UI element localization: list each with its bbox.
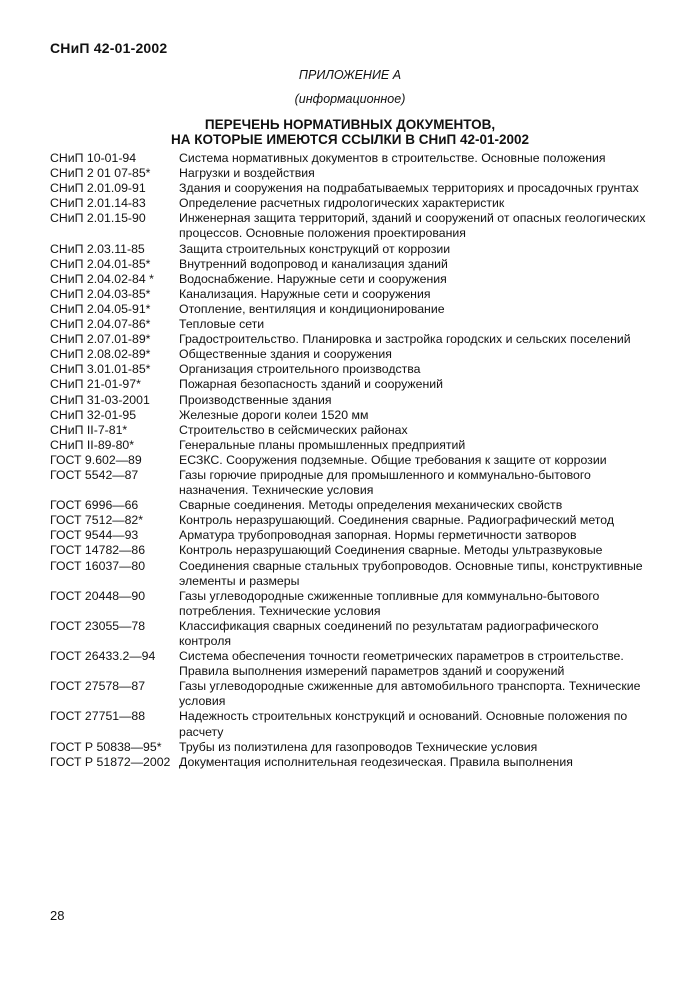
reference-code: СНиП 2.04.02-84 * [50, 271, 154, 286]
reference-row [50, 755, 650, 770]
reference-title: Защита строительных конструкций от коррозии [179, 241, 451, 256]
reference-row [50, 543, 650, 558]
reference-title: Документация исполнительная геодезическая. Правила выполнения [179, 754, 573, 769]
appendix-label: ПРИЛОЖЕНИЕ А [298, 68, 402, 82]
appendix-note: (информационное) [294, 92, 406, 106]
appendix-title [0, 117, 700, 147]
reference-row [50, 498, 650, 513]
reference-code: СНиП II-89-80* [50, 437, 135, 452]
reference-code: СНиП 2.08.02-89* [50, 347, 151, 362]
reference-row [50, 257, 650, 272]
reference-row [50, 242, 650, 257]
reference-title: Контроль неразрушающий. Соединения сварные. Радиографический метод [179, 513, 615, 528]
reference-row [50, 679, 650, 709]
reference-row [50, 393, 650, 408]
reference-row [50, 528, 650, 543]
reference-row [50, 408, 650, 423]
reference-title: Инженерная защита территорий, зданий и сооружений от опасных геологических процессов. Основные положения проектирования [179, 211, 646, 241]
reference-code: ГОСТ 20448—90 [50, 588, 146, 603]
reference-title: Определение расчетных гидрологических характеристик [179, 196, 505, 211]
reference-title: Газы горючие природные для промышленного и коммунально-бытового назначения. Технические условия [179, 467, 591, 498]
reference-code: СНиП 2.03.11-85 [50, 241, 145, 256]
reference-row [50, 362, 650, 377]
reference-code: ГОСТ 9544—93 [50, 528, 139, 543]
reference-code: ГОСТ 26433.2—94 [50, 649, 156, 664]
reference-title: Нагрузки и воздействия [179, 166, 315, 181]
reference-title: Арматура трубопроводная запорная. Нормы герметичности затворов [179, 528, 577, 543]
reference-code: СНиП 21-01-97* [50, 377, 141, 392]
reference-title: Железные дороги колеи 1520 мм [179, 407, 369, 422]
reference-code: ГОСТ 7512—82* [50, 513, 144, 528]
reference-title: Строительство в сейсмических районах [179, 422, 408, 437]
reference-code: ГОСТ 6996—66 [50, 498, 139, 513]
reference-code: СНиП 2.07.01-89* [50, 332, 151, 347]
reference-code: СНиП 2.04.05-91* [50, 301, 151, 316]
reference-code: СНиП 2.01.14-83 [50, 196, 146, 211]
reference-row [50, 272, 650, 287]
reference-title: Контроль неразрушающий Соединения сварные. Методы ультразвуковые [179, 543, 603, 558]
reference-code: ГОСТ 9.602—89 [50, 452, 142, 467]
reference-code: СНиП 3.01.01-85* [50, 362, 151, 377]
reference-code: СНиП 31-03-2001 [50, 392, 150, 407]
reference-row [50, 196, 650, 211]
reference-code: СНиП 2.01.15-90 [50, 211, 146, 226]
reference-title: Система обеспечения точности геометрических параметров в строительстве. Правила выполнения измерений параметров зданий и сооружений [179, 649, 624, 679]
reference-code: ГОСТ 16037—80 [50, 558, 146, 573]
reference-row [50, 211, 650, 241]
reference-row [50, 649, 650, 679]
reference-code: СНиП 2.01.09-91 [50, 181, 146, 196]
reference-row [50, 287, 650, 302]
reference-title: ЕСЗКС. Сооружения подземные. Общие требования к защите от коррозии [179, 452, 607, 467]
reference-title: Пожарная безопасность зданий и сооружений [179, 377, 443, 392]
reference-title: Канализация. Наружные сети и сооружения [179, 286, 431, 301]
document-code-header: СНиП 42-01-2002 [50, 40, 168, 56]
reference-title: Система нормативных документов в строительстве. Основные положения [179, 151, 606, 165]
reference-row [50, 740, 650, 755]
reference-title: Производственные здания [179, 392, 332, 407]
reference-code: ГОСТ Р 51872—2002 [50, 754, 171, 769]
reference-row [50, 377, 650, 392]
reference-title: Надежность строительных конструкций и оснований. Основные положения по расчету [179, 709, 628, 739]
reference-code: СНиП 2.04.01-85* [50, 256, 151, 271]
reference-row [50, 181, 650, 196]
reference-row [50, 513, 650, 528]
reference-code: СНиП 10-01-94 [50, 151, 137, 165]
reference-row [50, 468, 650, 498]
reference-code: ГОСТ 23055—78 [50, 618, 146, 633]
reference-row [50, 619, 650, 649]
reference-title: Газы углеводородные сжиженные топливные для коммунально-бытового потребления. Технические условия [179, 588, 600, 618]
reference-row [50, 453, 650, 468]
reference-title: Организация строительного производства [179, 362, 421, 377]
reference-row [50, 438, 650, 453]
appendix-title-line-2: НА КОТОРЫЕ ИМЕЮТСЯ ССЫЛКИ В СНиП 42-01-2002 [170, 132, 530, 147]
reference-title: Отопление, вентиляция и кондиционирование [179, 301, 445, 316]
reference-row [50, 559, 650, 589]
reference-code: ГОСТ 27578—87 [50, 679, 146, 694]
reference-row [50, 151, 650, 166]
reference-title: Газы углеводородные сжиженные для автомобильного транспорта. Технические условия [179, 679, 641, 709]
reference-title: Водоснабжение. Наружные сети и сооружения [179, 271, 447, 286]
reference-title: Тепловые сети [179, 317, 265, 332]
reference-row [50, 166, 650, 181]
reference-title: Генеральные планы промышленных предприятий [179, 437, 466, 452]
reference-row [50, 423, 650, 438]
reference-code: ГОСТ Р 50838—95* [50, 739, 162, 754]
appendix-title-line-1: ПЕРЕЧЕНЬ НОРМАТИВНЫХ ДОКУМЕНТОВ, [204, 117, 496, 132]
reference-code: СНиП 32-01-95 [50, 407, 137, 422]
reference-title: Общественные здания и сооружения [179, 347, 392, 362]
reference-row [50, 317, 650, 332]
reference-title: Трубы из полиэтилена для газопроводов Технические условия [179, 739, 538, 754]
reference-row [50, 332, 650, 347]
reference-row [50, 302, 650, 317]
reference-row [50, 709, 650, 739]
reference-title: Внутренний водопровод и канализация зданий [179, 256, 448, 271]
reference-code: СНиП 2 01 07-85* [50, 166, 151, 181]
reference-code: ГОСТ 14782—86 [50, 543, 146, 558]
reference-title: Соединения сварные стальных трубопроводов. Основные типы, конструктивные элементы и размеры [179, 558, 643, 588]
reference-title: Здания и сооружения на подрабатываемых территориях и просадочных грунтах [179, 181, 639, 196]
reference-code: ГОСТ 27751—88 [50, 709, 146, 724]
reference-code: СНиП 2.04.07-86* [50, 317, 151, 332]
reference-code: ГОСТ 5542—87 [50, 467, 139, 482]
reference-title: Сварные соединения. Методы определения механических свойств [179, 498, 563, 513]
page-number: 28 [50, 908, 65, 923]
reference-title: Классификация сварных соединений по результатам радиографического контроля [179, 618, 599, 648]
reference-code: СНиП II-7-81* [50, 422, 128, 437]
reference-row [50, 589, 650, 619]
reference-list [50, 151, 650, 770]
reference-row [50, 347, 650, 362]
reference-code: СНиП 2.04.03-85* [50, 286, 151, 301]
reference-title: Градостроительство. Планировка и застройка городских и сельских поселений [179, 332, 631, 347]
